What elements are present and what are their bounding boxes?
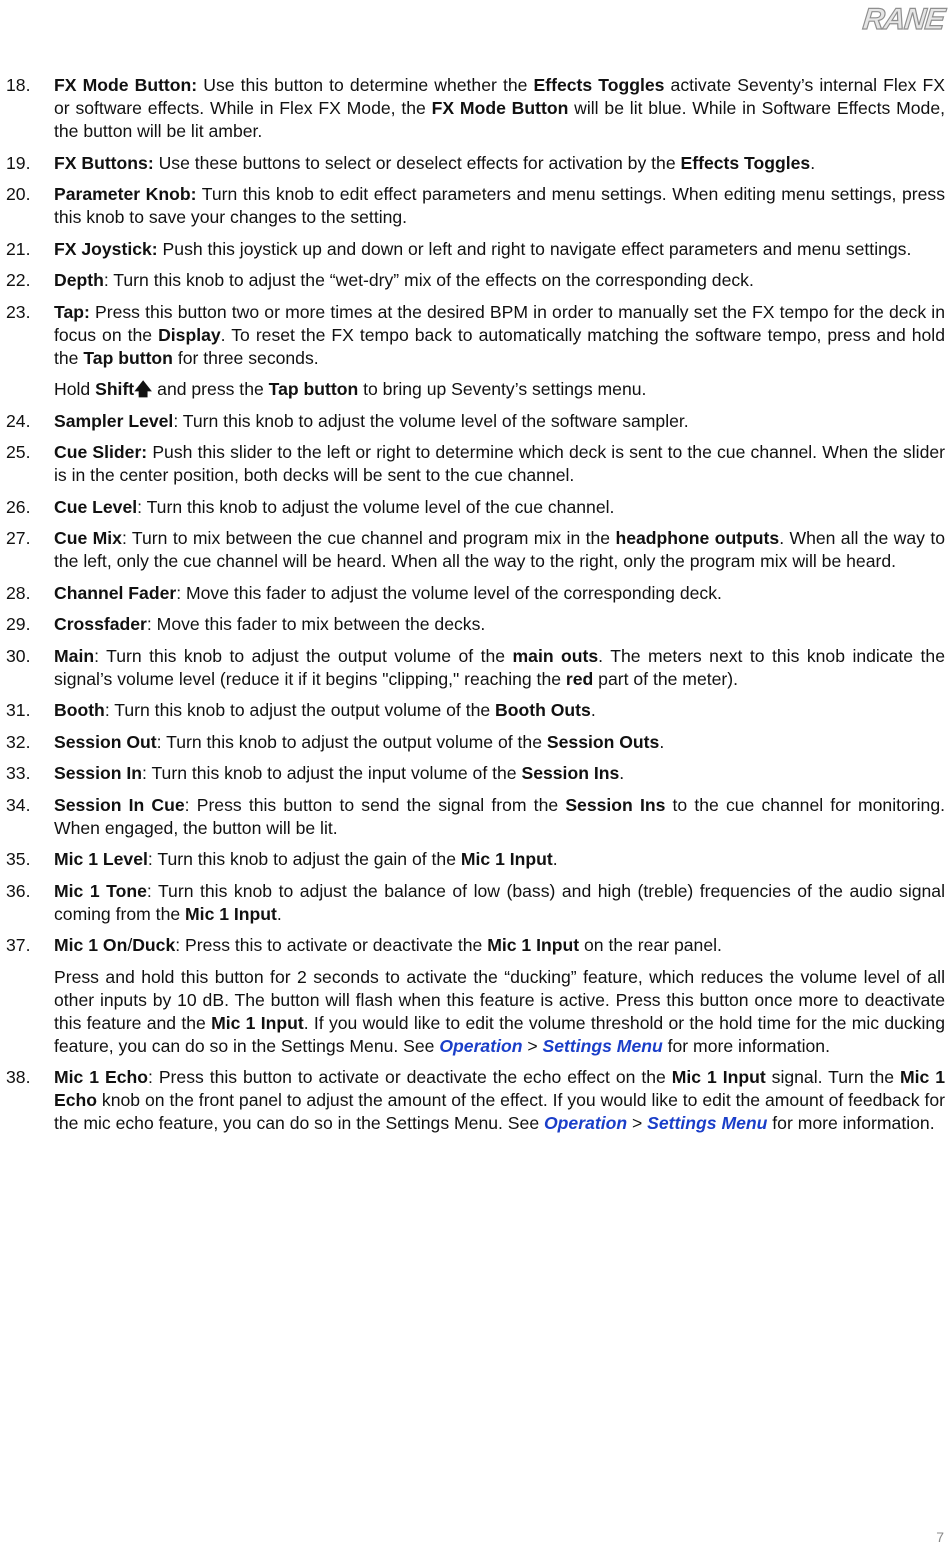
body-text: Turn this knob to edit effect parameters and menu settings. When editing menu settings, press this knob to save your changes to the setting.: [54, 184, 945, 227]
bold-term: Mic 1 Tone: [54, 880, 147, 901]
bold-term: Main: [54, 645, 95, 666]
bold-term: Effects Toggles: [680, 152, 811, 173]
item-number: 25.: [6, 442, 31, 462]
item-number: 24.: [6, 410, 31, 431]
body-text: : Move this fader to adjust the volume level of the corresponding deck.: [176, 582, 722, 603]
body-text: for more information.: [662, 1035, 830, 1056]
item-number: 31.: [6, 700, 31, 720]
item-number: 19.: [6, 152, 31, 173]
body-text: and press the: [152, 379, 269, 399]
body-text: . To reset the FX tempo back to automatically matching the software tempo, press and hold the: [54, 324, 946, 368]
item-number: 26.: [6, 496, 31, 517]
bold-term: Sampler Level: [54, 410, 174, 431]
page-number: 7: [936, 1529, 944, 1545]
bold-term: Channel Fader: [54, 582, 177, 603]
bold-term: headphone outputs: [615, 528, 780, 548]
body-text: Hold: [54, 379, 96, 399]
bold-term: Cue Slider:: [54, 442, 148, 462]
list-item: [0, 74, 950, 143]
bold-term: FX Mode Button: [431, 98, 569, 118]
list-item: [0, 441, 950, 487]
bold-term: Session In Cue: [54, 794, 185, 815]
body-text: : Turn this knob to adjust the balance of low (bass) and high (treble) frequencies of the audio signal coming from the: [54, 880, 945, 924]
body-text: : Turn this knob to adjust the output volume of the: [94, 645, 513, 666]
bold-term: FX Mode Button:: [54, 75, 198, 95]
body-text: : Turn this knob to adjust the volume level of the cue channel.: [137, 496, 615, 517]
cross-reference-link[interactable]: Settings Menu: [647, 1113, 768, 1133]
body-text: Use this button to determine whether the: [197, 75, 534, 95]
body-text: : Turn this knob to adjust the volume level of the software sampler.: [173, 410, 689, 431]
body-text: to the cue channel for monitoring. When engaged, the button will be lit.: [54, 794, 946, 838]
body-text: : Turn to mix between the cue channel and program mix in the: [121, 528, 616, 548]
bold-term: Mic 1 Echo: [54, 1067, 148, 1087]
body-text: on the rear panel.: [579, 935, 722, 955]
body-text: . If you would like to edit the volume threshold or the hold time for the mic ducking feature, you can do so in the Settings Menu. See: [54, 1012, 945, 1056]
body-text: : Turn this knob to adjust the output volume of the: [156, 731, 547, 752]
bold-term: Session Ins: [565, 794, 666, 815]
list-item: [0, 762, 950, 785]
body-text: .: [276, 903, 282, 924]
bold-term: Mic 1 Input: [671, 1067, 766, 1087]
bold-term: Tap button: [83, 347, 173, 368]
list-item: [0, 613, 950, 636]
item-number: 38.: [6, 1067, 31, 1087]
item-number: 18.: [6, 75, 31, 95]
bold-term: Mic 1 On: [54, 935, 128, 955]
bold-term: Session Outs: [546, 731, 660, 752]
body-text: /: [127, 935, 133, 955]
list-item: [0, 1066, 950, 1135]
item-number: 30.: [6, 645, 31, 666]
bold-term: Mic 1 Echo: [54, 1067, 946, 1110]
item-number: 23.: [6, 301, 31, 322]
body-text: part of the meter).: [593, 668, 739, 689]
list-item: [0, 645, 950, 691]
cross-reference-link[interactable]: Operation: [439, 1035, 523, 1056]
item-number: 35.: [6, 849, 31, 869]
body-text: Push this joystick up and down or left and right to navigate effect parameters and menu settings.: [157, 238, 912, 259]
list-item: [0, 152, 950, 175]
body-text: . The meters next to this knob indicate the signal’s volume level (reduce it if it begins "clipping," reaching the: [54, 645, 945, 689]
list-item-continuation: [0, 378, 950, 401]
body-text: : Press this button to activate or deactivate the echo effect on the: [148, 1067, 672, 1087]
body-text: : Press this button to send the signal from the: [184, 794, 566, 815]
list-item-continuation: [0, 966, 950, 1058]
feature-list: [0, 74, 950, 1144]
bold-term: Mic 1 Input: [460, 849, 553, 869]
body-text: : Turn this knob to adjust the “wet-dry” mix of the effects on the corresponding deck.: [103, 270, 754, 290]
item-number: 37.: [6, 935, 31, 955]
item-number: 22.: [6, 270, 31, 290]
body-text: >: [522, 1035, 543, 1056]
bold-term: FX Joystick:: [54, 238, 158, 259]
cross-reference-link[interactable]: Settings Menu: [542, 1035, 663, 1056]
bold-term: Crossfader: [54, 614, 147, 634]
body-text: .: [619, 763, 625, 783]
body-text: .: [552, 849, 558, 869]
item-number: 29.: [6, 614, 31, 634]
item-number: 33.: [6, 763, 31, 783]
list-item: [0, 731, 950, 754]
list-item: [0, 183, 950, 229]
cross-reference-link[interactable]: Operation: [544, 1113, 628, 1133]
bold-term: red: [565, 668, 594, 689]
body-text: Press this button two or more times at the desired BPM in order to manually set the FX tempo for the deck in focus on the: [54, 301, 945, 345]
bold-term: Session Ins: [521, 763, 620, 783]
bold-term: main outs: [512, 645, 599, 666]
bold-term: Mic 1 Input: [211, 1012, 304, 1033]
body-text: knob on the front panel to adjust the amount of the effect. If you would like to edit the amount of feedback for the mic echo feature, you can do so in the Settings Menu. See: [54, 1090, 945, 1133]
list-item: [0, 582, 950, 605]
bold-term: FX Buttons:: [54, 152, 154, 173]
list-item: [0, 794, 950, 840]
body-text: : Move this fader to mix between the decks.: [146, 614, 486, 634]
list-item: [0, 410, 950, 433]
bold-term: Mic 1 Input: [487, 935, 580, 955]
bold-term: Booth Outs: [495, 700, 591, 720]
body-text: signal. Turn the: [765, 1067, 900, 1087]
body-text: for more information.: [767, 1113, 935, 1133]
list-item: [0, 699, 950, 722]
item-number: 21.: [6, 238, 31, 259]
bold-term: Tap button: [268, 379, 359, 399]
bold-term: Tap:: [54, 301, 90, 322]
body-text: : Press this to activate or deactivate the: [175, 935, 488, 955]
item-number: 28.: [6, 582, 31, 603]
item-number: 36.: [6, 880, 31, 901]
list-item: [0, 880, 950, 926]
body-text: .: [590, 700, 596, 720]
list-item: [0, 269, 950, 292]
body-text: for three seconds.: [172, 347, 319, 368]
item-number: 32.: [6, 731, 31, 752]
item-number: 34.: [6, 794, 31, 815]
body-text: Push this slider to the left or right to determine which deck is sent to the cue channel. When the slider is in the center position, both decks will be sent to the cue channel.: [54, 442, 945, 485]
body-text: to bring up Seventy’s settings menu.: [358, 379, 647, 399]
body-text: . When all the way to the left, only the cue channel will be heard. When all the way to the right, only the program mix will be heard.: [54, 528, 945, 571]
list-item: [0, 496, 950, 519]
bold-term: Cue Level: [54, 496, 138, 517]
item-number: 20.: [6, 184, 31, 204]
bold-term: Mic 1 Level: [54, 849, 148, 869]
body-text: will be lit blue. While in Software Effects Mode, the button will be lit amber.: [54, 98, 946, 141]
list-item: [0, 934, 950, 957]
bold-term: Cue Mix: [54, 528, 122, 548]
body-text: Use these buttons to select or deselect effects for activation by the: [153, 152, 681, 173]
list-item: [0, 527, 950, 573]
bold-term: Depth: [54, 270, 104, 290]
list-item: [0, 238, 950, 261]
bold-term: Effects Toggles: [533, 75, 665, 95]
bold-term: Booth: [54, 700, 105, 720]
bold-term: Duck: [132, 935, 176, 955]
body-text: : Turn this knob to adjust the output volume of the: [104, 700, 496, 720]
rane-logo: RANE: [861, 3, 946, 36]
body-text: >: [627, 1113, 648, 1133]
body-text: : Turn this knob to adjust the input volume of the: [142, 763, 522, 783]
item-number: 27.: [6, 528, 31, 548]
bold-term: Mic 1 Input: [185, 903, 277, 924]
bold-term: Session In: [54, 763, 142, 783]
body-text: : Turn this knob to adjust the gain of the: [147, 849, 461, 869]
body-text: Press and hold this button for 2 seconds to activate the “ducking” feature, which reduces the volume level of all other inputs by 10 dB. The button will flash when this feature is active. Press this button once more to deactivate this feature and the: [54, 966, 945, 1033]
bold-term: Parameter Knob:: [54, 184, 197, 204]
bold-term: Session Out: [54, 731, 157, 752]
body-text: .: [659, 731, 665, 752]
list-item: [0, 301, 950, 370]
body-text: .: [810, 152, 816, 173]
body-text: activate Seventy’s internal Flex FX or software effects. While in Flex FX Mode, the: [54, 75, 945, 118]
bold-term: Shift🡅: [95, 379, 153, 399]
bold-term: Display: [158, 324, 221, 345]
list-item: [0, 848, 950, 871]
